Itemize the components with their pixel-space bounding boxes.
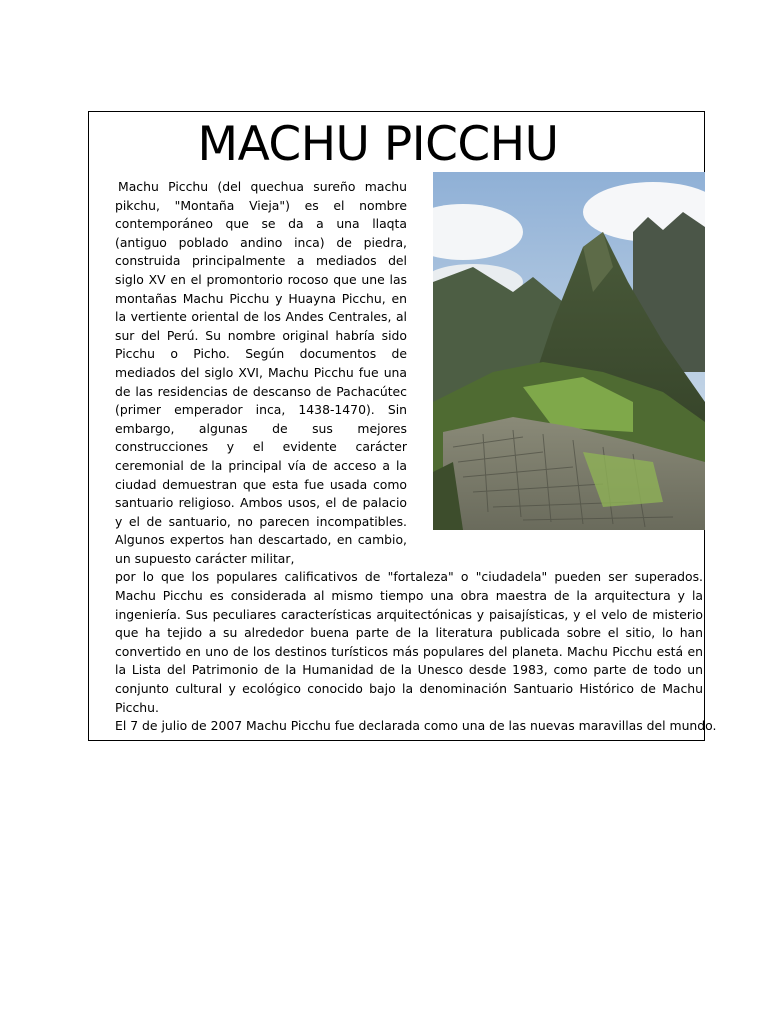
page-title: MACHU PICCHU [197,117,559,172]
paragraph-intro: Machu Picchu (del quechua sureño machu pikchu, "Montaña Vieja") es el nombre contemporáneo que se da a una llaqta (antiguo poblado andino inca) de piedra, construida principalmente a mediados del siglo XV en el promontorio rocoso que une las montañas Machu Picchu y Huayna Picchu, en la vertiente oriental de los Andes Centrales, al sur del Perú. Su nombre original habría sido Picchu o Picho. Según documentos de mediados del siglo XVI, Machu Picchu fue una de las residencias de descanso de Pachacútec (primer emperador inca, 1438-1470). Sin embargo, algunas de sus mejores construcciones y el evidente carácter ceremonial de la principal vía de acceso a la ciudad demuestran que esta fue usada como santuario religioso. Ambos usos, el de palacio y el de santuario, no parecen incompatibles. Algunos expertos han descartado, en cambio, un supuesto carácter militar, [115,179,407,566]
paragraph-continuation: por lo que los populares calificativos de "fortaleza" o "ciudadela" pueden ser superados. Machu Picchu es considerada al mismo tiempo una obra maestra de la arquitectura y la ingeniería. Sus peculiares características arquitectónicas y paisajísticas, y el velo de misterio que ha tejido a su alrededor buena parte de la literatura publicada sobre el sitio, lo han convertido en uno de los destinos turísticos más populares del planeta. Machu Picchu está en la Lista del Patrimonio de la Humanidad de la Unesco desde 1983, como parte de todo un conjunto cultural y ecológico conocido bajo la denominación Santuario Histórico de Machu Picchu. [115,569,703,715]
paragraph-wonder: El 7 de julio de 2007 Machu Picchu fue declarada como una de las nuevas maravillas del mundo. [115,718,717,734]
article-body [115,178,717,736]
